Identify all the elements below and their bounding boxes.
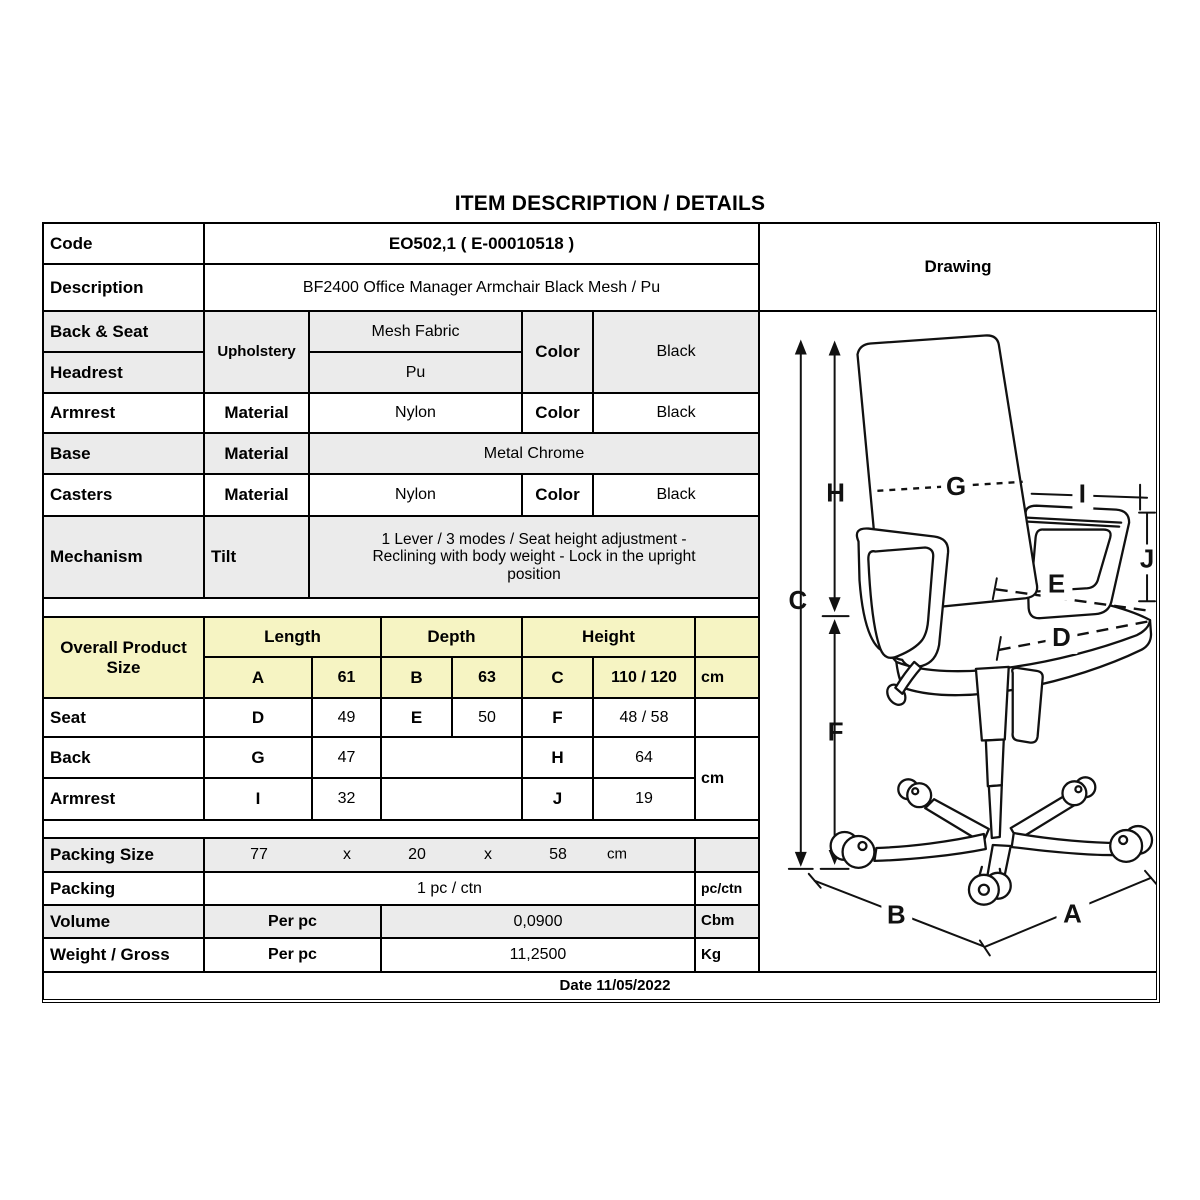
back-length-value: 47 — [312, 737, 381, 778]
spec-sheet-table — [42, 222, 1160, 1003]
armrest-material-label: Material — [204, 393, 309, 433]
length-header: Length — [204, 617, 381, 657]
dim-arrow-h — [823, 341, 849, 617]
packing-size-x2: x — [484, 846, 492, 864]
code-label: Code — [43, 223, 204, 264]
casters-color-value: Black — [593, 474, 759, 516]
upholstery-color-value: Black — [593, 311, 759, 393]
armrest-row-label: Armrest — [43, 778, 204, 820]
volume-unit: Cbm — [695, 905, 759, 938]
base-material-value: Metal Chrome — [309, 433, 759, 474]
overall-depth-value: 63 — [452, 657, 522, 698]
back-height-key: H — [522, 737, 593, 778]
dim-label-h: H — [826, 479, 845, 508]
headrest-value: Pu — [309, 352, 522, 393]
overall-length-value: 61 — [312, 657, 381, 698]
packing-size-v1: 77 — [250, 846, 268, 864]
weight-per: Per pc — [204, 938, 381, 972]
overall-depth-key: B — [381, 657, 452, 698]
depth-header: Depth — [381, 617, 522, 657]
headrest-label: Headrest — [43, 352, 204, 393]
casters-material-value: Nylon — [309, 474, 522, 516]
weight-unit: Kg — [695, 938, 759, 972]
chair-gas-lift — [976, 667, 1043, 838]
code-value: EO502,1 ( E-00010518 ) — [204, 223, 759, 264]
packing-size-value — [204, 838, 695, 872]
casters-material-label: Material — [204, 474, 309, 516]
packing-label: Packing — [43, 872, 204, 905]
volume-label: Volume — [43, 905, 204, 938]
volume-value: 0,0900 — [381, 905, 695, 938]
weight-label: Weight / Gross — [43, 938, 204, 972]
seat-length-value: 49 — [312, 698, 381, 737]
page-title: ITEM DESCRIPTION / DETAILS — [454, 192, 766, 215]
weight-value: 11,2500 — [381, 938, 695, 972]
base-material-label: Material — [204, 433, 309, 474]
back-seat-label: Back & Seat — [43, 311, 204, 352]
packing-unit: pc/ctn — [695, 872, 759, 905]
dim-label-e: E — [1047, 570, 1066, 599]
back-seat-value: Mesh Fabric — [309, 311, 522, 352]
drawing-area — [759, 311, 1157, 972]
overall-height-value: 110 / 120 — [593, 657, 695, 698]
armrest-height-key: J — [522, 778, 593, 820]
overall-size-label: Overall Product Size — [43, 617, 204, 698]
seat-depth-value: 50 — [452, 698, 522, 737]
drawing-header: Drawing — [759, 223, 1157, 311]
overall-height-key: C — [522, 657, 593, 698]
armrest-height-value: 19 — [593, 778, 695, 820]
dim-label-b: B — [886, 901, 906, 930]
dim-label-i: I — [1078, 480, 1086, 509]
size-header-empty — [695, 617, 759, 657]
spacer-row — [43, 598, 759, 617]
back-row-label: Back — [43, 737, 204, 778]
base-label: Base — [43, 433, 204, 474]
armrest-color-label: Color — [522, 393, 593, 433]
back-depth-empty — [381, 737, 522, 778]
armrest-length-key: I — [204, 778, 312, 820]
dim-label-f: F — [827, 718, 844, 747]
mechanism-label: Mechanism — [43, 516, 204, 598]
dim-line-i — [1032, 479, 1147, 510]
packing-size-v3: 58 — [549, 846, 567, 864]
volume-per: Per pc — [204, 905, 381, 938]
seat-length-key: D — [204, 698, 312, 737]
mechanism-value: 1 Lever / 3 modes / Seat height adjustment - Reclining with body weight - Lock in the upright position — [309, 516, 759, 598]
packing-size-v2: 20 — [408, 846, 426, 864]
seat-row-label: Seat — [43, 698, 204, 737]
seat-height-value: 48 / 58 — [593, 698, 695, 737]
seat-depth-key: E — [381, 698, 452, 737]
overall-unit: cm — [695, 657, 759, 698]
armrest-material-value: Nylon — [309, 393, 522, 433]
mechanism-type-label: Tilt — [204, 516, 309, 598]
armrest-color-value: Black — [593, 393, 759, 433]
dim-label-d: D — [1052, 624, 1071, 653]
size-rows-unit: cm — [695, 737, 759, 820]
back-length-key: G — [204, 737, 312, 778]
description-value: BF2400 Office Manager Armchair Black Mesh / Pu — [204, 264, 759, 311]
dim-label-j: J — [1139, 545, 1155, 574]
chair-left-armrest — [857, 529, 948, 668]
armrest-label: Armrest — [43, 393, 204, 433]
seat-height-key: F — [522, 698, 593, 737]
armrest-depth-empty — [381, 778, 522, 820]
dim-label-g: G — [945, 472, 967, 501]
spacer-row-2 — [43, 820, 759, 838]
casters-color-label: Color — [522, 474, 593, 516]
upholstery-color-label: Color — [522, 311, 593, 393]
packing-size-label: Packing Size — [43, 838, 204, 872]
back-height-value: 64 — [593, 737, 695, 778]
packing-size-unit: cm — [607, 845, 627, 863]
dim-label-a: A — [1063, 900, 1082, 929]
upholstery-label: Upholstery — [204, 311, 309, 393]
overall-length-key: A — [204, 657, 312, 698]
packing-size-empty — [695, 838, 759, 872]
casters-label: Casters — [43, 474, 204, 516]
packing-value: 1 pc / ctn — [204, 872, 695, 905]
chair-drawing — [760, 312, 1156, 971]
height-header: Height — [522, 617, 695, 657]
seat-unit-empty — [695, 698, 759, 737]
date-row: Date 11/05/2022 — [43, 972, 1157, 1000]
armrest-length-value: 32 — [312, 778, 381, 820]
packing-size-x1: x — [343, 846, 351, 864]
description-label: Description — [43, 264, 204, 311]
dim-label-c: C — [788, 587, 808, 616]
